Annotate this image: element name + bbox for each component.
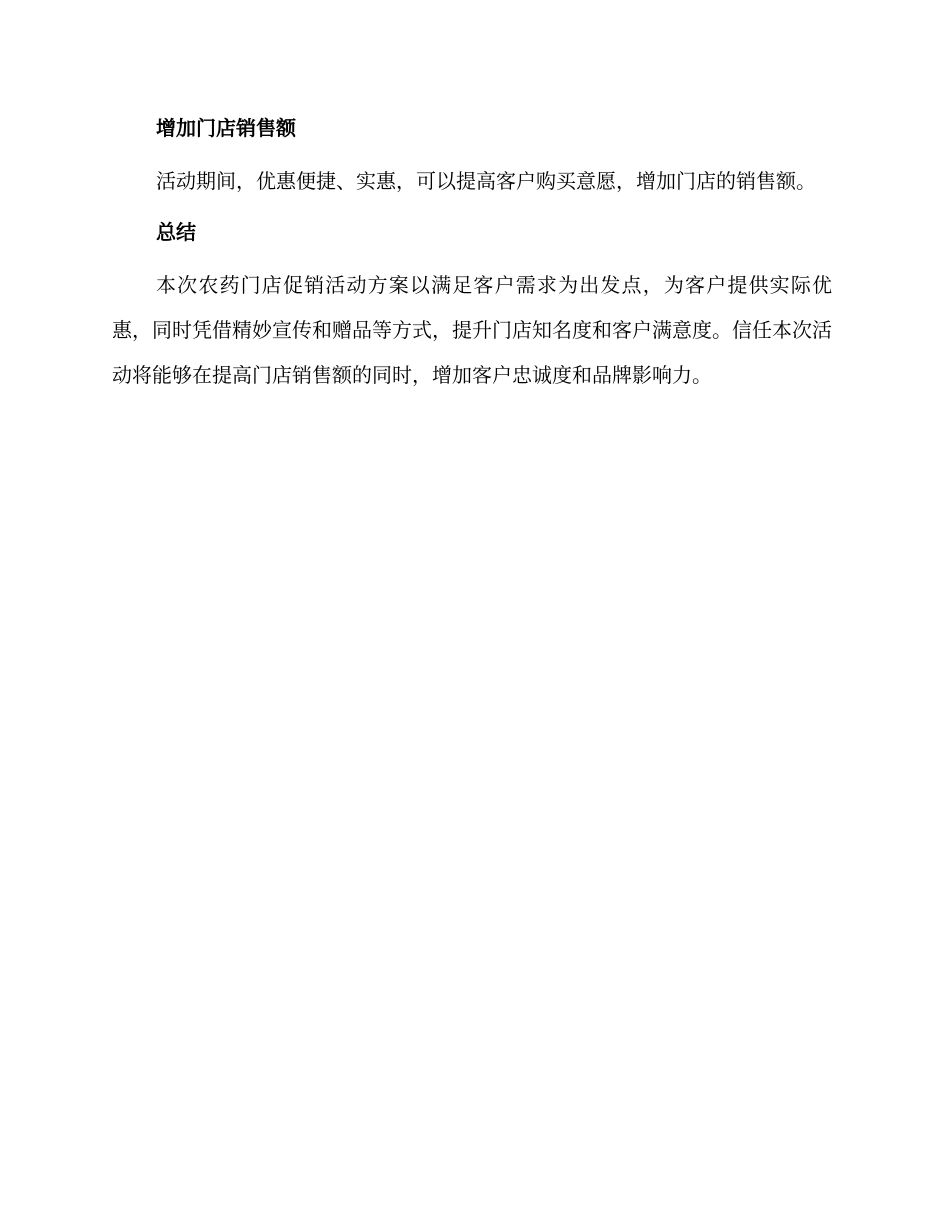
section-heading-summary: 总结 bbox=[156, 220, 196, 244]
document-body bbox=[112, 110, 832, 398]
section-heading-sales: 增加门店销售额 bbox=[156, 116, 296, 140]
section-paragraph-sales: 活动期间，优惠便捷、实惠，可以提高客户购买意愿，增加门店的销售额。 bbox=[156, 169, 816, 193]
section-paragraph-summary: 本次农药门店促销活动方案以满足客户需求为出发点，为客户提供实际优惠，同时凭借精妙宣传和赠品等方式，提升门店知名度和客户满意度。信任本次活动将能够在提高门店销售额的同时，增加客户忠诚度和品牌影响力。 bbox=[112, 273, 832, 387]
